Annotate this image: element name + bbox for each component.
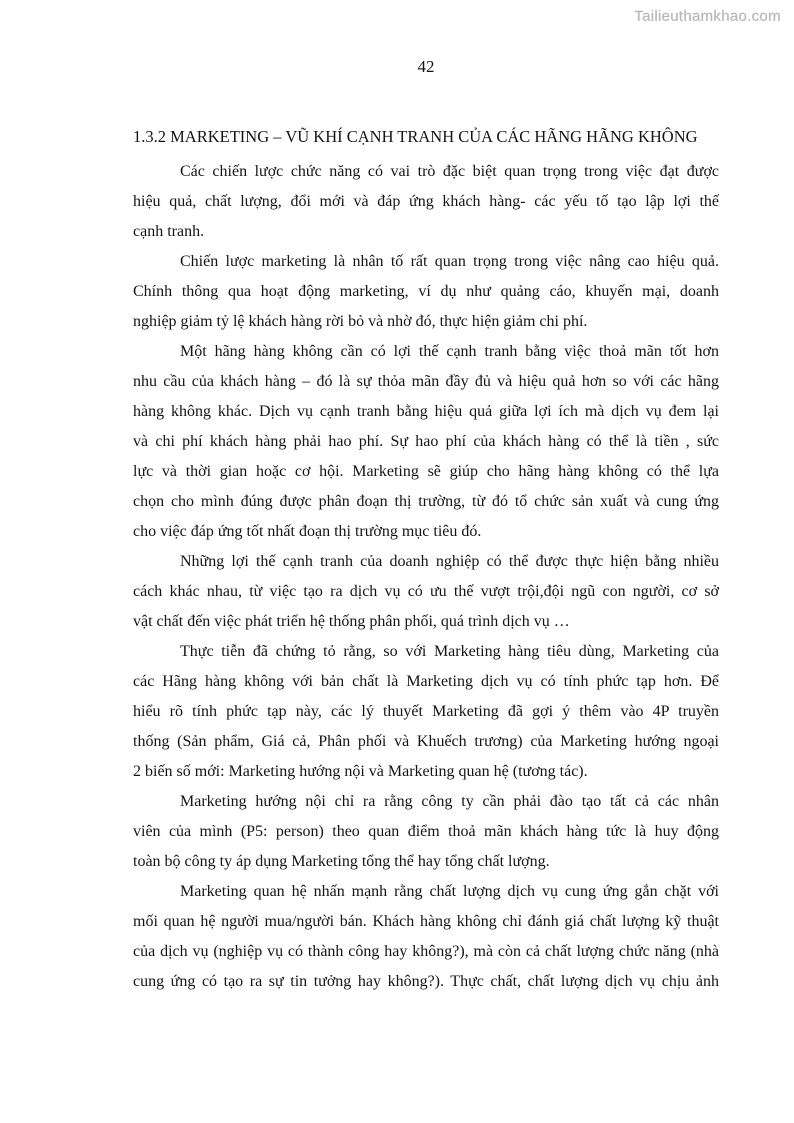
text-line: chọn cho mình đúng được phân đoạn thị trường, từ đó tổ chức sản xuất và cung ứng — [133, 493, 719, 510]
paragraph — [133, 787, 719, 877]
text-line: Các chiến lược chức năng có vai trò đặc biệt quan trọng trong việc đạt được — [180, 163, 719, 180]
paragraph — [133, 547, 719, 637]
text-line: Chính thông qua hoạt động marketing, ví dụ như quảng cáo, khuyến mại, doanh — [133, 283, 719, 300]
text-line: Thực tiễn đã chứng tỏ rằng, so với Marketing hàng tiêu dùng, Marketing của — [180, 643, 719, 660]
text-line: Chiến lược marketing là nhân tố rất quan trọng trong việc nâng cao hiệu quả. — [180, 253, 719, 270]
text-line: nghiệp giảm tỷ lệ khách hàng rời bỏ và nhờ đó, thực hiện giảm chi phí. — [133, 313, 588, 330]
text-line: và chi phí khách hàng phải hao phí. Sự hao phí của khách hàng có thể là tiền , sức — [133, 433, 719, 450]
text-line: hàng không khác. Dịch vụ cạnh tranh bằng hiệu quả giữa lợi ích mà dịch vụ đem lại — [133, 403, 719, 420]
text-line: cung ứng có tạo ra sự tin tưởng hay không?). Thực chất, chất lượng dịch vụ chịu ảnh — [133, 973, 719, 990]
text-line: lực và thời gian hoặc cơ hội. Marketing sẽ giúp cho hãng hàng không có thể lựa — [133, 463, 719, 480]
document-content — [133, 122, 719, 997]
text-line: các Hãng hàng không với bản chất là Marketing dịch vụ có tính phức tạp hơn. Để — [133, 673, 719, 690]
text-line: Một hãng hàng không cần có lợi thế cạnh tranh bằng việc thoả mãn tốt hơn — [180, 343, 719, 360]
text-line: thống (Sản phẩm, Giá cả, Phân phối và Khuếch trương) của Marketing hướng ngoại — [133, 733, 719, 750]
paragraph — [133, 157, 719, 247]
paragraph — [133, 637, 719, 787]
text-line: vật chất đến việc phát triển hệ thống phân phối, quá trình dịch vụ … — [133, 613, 570, 630]
paragraph — [133, 877, 719, 997]
section-heading: 1.3.2 MARKETING – VŨ KHÍ CẠNH TRANH CỦA CÁC HÃNG HÃNG KHÔNG — [133, 127, 698, 146]
text-line: viên của mình (P5: person) theo quan điểm thoả mãn khách hàng tức là huy động — [133, 823, 719, 840]
text-line: hiểu rõ tính phức tạp này, các lý thuyết Marketing đã gợi ý thêm vào 4P truyền — [133, 703, 719, 720]
text-line: nhu cầu của khách hàng – đó là sự thỏa mãn đầy đủ và hiệu quả hơn so với các hãng — [133, 373, 719, 390]
text-line: cạnh tranh. — [133, 223, 205, 240]
text-line: Marketing hướng nội chỉ ra rằng công ty cần phải đào tạo tất cả các nhân — [180, 793, 719, 810]
paragraphs-container — [133, 157, 719, 997]
page-number: 42 — [417, 57, 435, 76]
text-line: 2 biến số mới: Marketing hướng nội và Marketing quan hệ (tương tác). — [133, 763, 588, 780]
text-line: Những lợi thế cạnh tranh của doanh nghiệp có thể được thực hiện bằng nhiều — [180, 553, 719, 570]
watermark: Tailieuthamkhao.com — [634, 8, 781, 25]
text-line: Marketing quan hệ nhấn mạnh rằng chất lượng dịch vụ cung ứng gắn chặt với — [180, 883, 719, 900]
paragraph — [133, 337, 719, 547]
text-line: toàn bộ công ty áp dụng Marketing tổng thể hay tổng chất lượng. — [133, 853, 550, 870]
text-line: hiệu quả, chất lượng, đổi mới và đáp ứng khách hàng- các yếu tố tạo lập lợi thế — [133, 193, 719, 210]
text-line: của dịch vụ (nghiệp vụ có thành công hay không?), mà còn cả chất lượng chức năng (nhà — [133, 943, 719, 960]
paragraph — [133, 247, 719, 337]
text-line: cách khác nhau, từ việc tạo ra dịch vụ có ưu thế vượt trội,đội ngũ con người, cơ sở — [133, 583, 719, 600]
text-line: cho việc đáp ứng tốt nhất đoạn thị trường mục tiêu đó. — [133, 523, 482, 540]
text-line: mối quan hệ người mua/người bán. Khách hàng không chỉ đánh giá chất lượng kỹ thuật — [133, 913, 719, 930]
